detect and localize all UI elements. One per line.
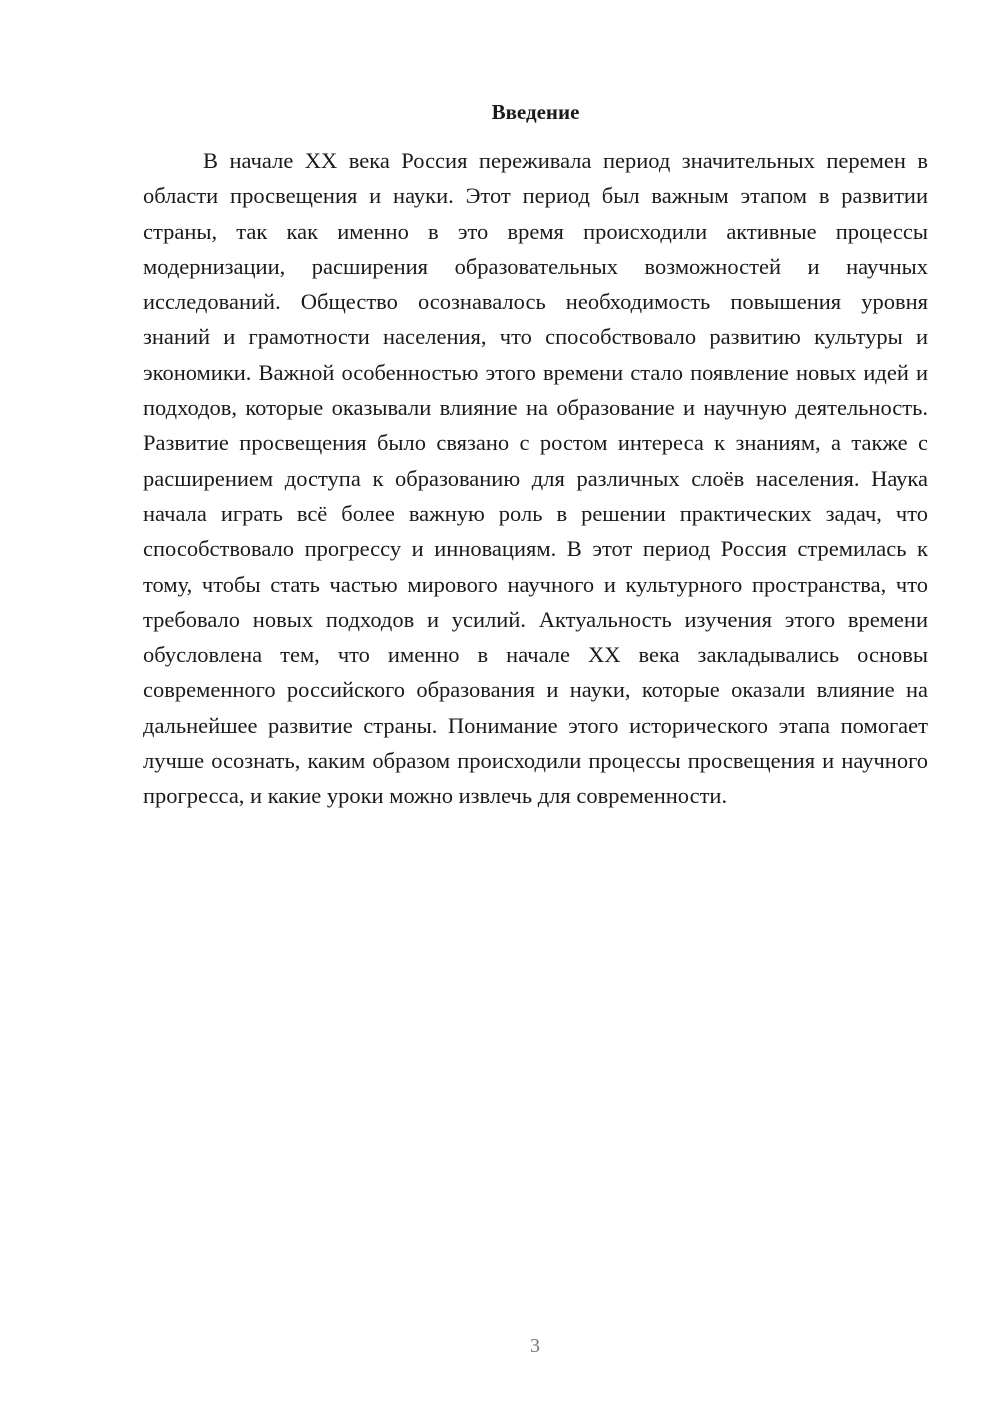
body-paragraph: В начале XX века Россия переживала период значительных перемен в области просвещения и науки. Этот период был важным этапом в развитии страны, так как именно в это время происходили активные процессы модернизации, расширения образовательных возможностей и научных исследований. Общество осознавалось необходимость повышения уровня знаний и грамотности населения, что способствовало развитию культуры и экономики. Важной особенностью этого времени стало появление новых идей и подходов, которые оказывали влияние на образование и научную деятельность. Развитие просвещения было связано с ростом интереса к знаниям, а также с расширением доступа к образованию для различных слоёв населения. Наука начала играть всё более важную роль в решении практических задач, что способствовало прогрессу и инновациям. В этот период Россия стремилась к тому, чтобы стать частью мирового научного и культурного пространства, что требовало новых подходов и усилий. Актуальность изучения этого времени обусловлена тем, что именно в начале XX века закладывались основы современного российского образования и науки, которые оказали влияние на дальнейшее развитие страны. Понимание этого исторического этапа помогает лучше осознать, каким образом происходили процессы просвещения и научного прогресса, и какие уроки можно извлечь для современности. [143, 148, 928, 809]
section-title: Введение [491, 100, 580, 124]
page-number: 3 [530, 1335, 540, 1357]
